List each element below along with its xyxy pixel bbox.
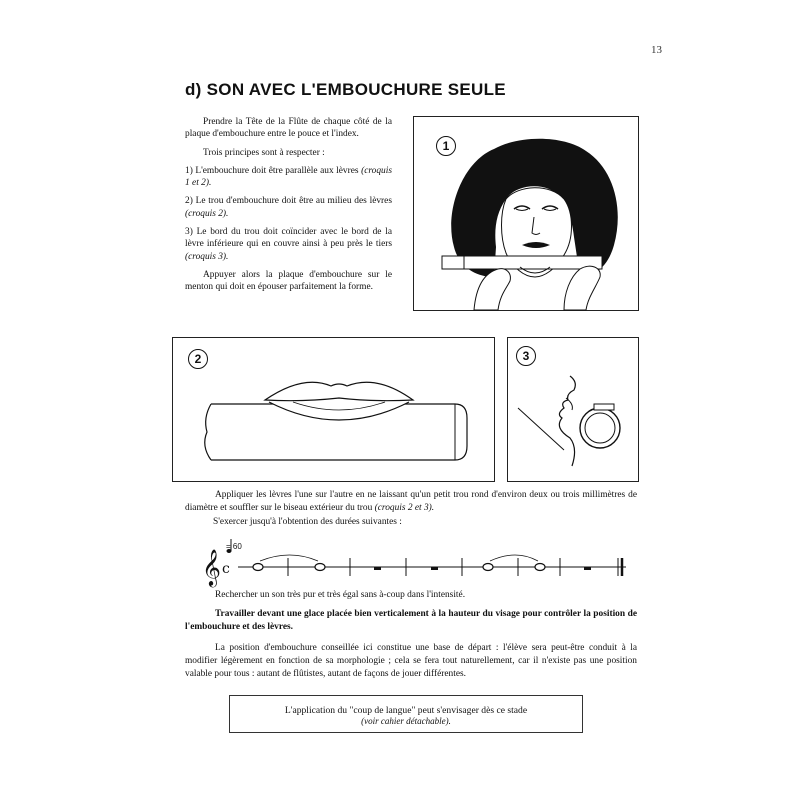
figure-2-box [172,337,495,482]
note-line-2: (voir cahier détachable). [361,716,451,726]
intro-closing: Appuyer alors la plaque d'embouchure sur le menton qui doit en épouser parfaitement la forme. [185,269,392,293]
figure-3-box [507,337,639,482]
principle-1: 1) L'embouchure doit être parallèle aux lèvres (croquis 1 et 2). [185,165,392,189]
principle-2: 2) Le trou d'embouchure doit être au milieu des lèvres (croquis 2). [185,196,392,219]
position-explanation: La position d'embouchure conseillée ici constitue une base de départ : l'élève sera peut-être conduit à la modifier légèrement en fonction de sa morphologie ; cela se fera tout naturellement, car il n'existe pas une position valable pour tous : autant de flûtistes, autant de façons de jouer différentes. [185,643,637,679]
principles-heading: Trois principes sont à respecter : [203,147,325,158]
figure-1-box [413,116,639,311]
lips-instructions: Appliquer les lèvres l'une sur l'autre en ne laissant qu'un petit trou rond d'environ deux ou trois millimètres de diamètre et souffler sur le biseau extérieur du trou (croquis 2 et 3). [185,490,637,513]
figure-3-number: 3 [516,346,536,366]
svg-text:c: c [222,561,230,577]
face-illustration [414,117,638,310]
tonguing-note-box [229,695,583,733]
lips-on-flute-illustration [173,338,494,481]
sound-instruction: Rechercher un son très pur et très égal sans à-coup dans l'intensité. [215,590,466,600]
page-number: 13 [651,44,662,56]
intro-text [185,116,392,300]
note-line-1: L'application du "coup de langue" peut s'envisager dès ce stade [284,705,528,716]
mirror-instruction: Travailler devant une glace placée bien verticalement à la hauteur du visage pour contrôler la position de l'embouchure et des lèvres. [185,609,637,632]
svg-text:𝄞: 𝄞 [202,548,221,586]
profile-illustration [508,338,638,481]
figure-2-number: 2 [188,349,208,369]
section-title: d) SON AVEC L'EMBOUCHURE SEULE [185,80,506,99]
principle-3: 3) Le bord du trou doit coïncider avec le bord de la lèvre inférieure qui en couvre ainsi à peu près le tiers (croquis 3). [185,227,392,262]
exercise-intro: S'exercer jusqu'à l'obtention des durées suivantes : [213,517,402,527]
figure-1-number: 1 [436,136,456,156]
music-staff [200,545,630,585]
tempo-marking: = 60 [226,542,242,551]
intro-paragraph: Prendre la Tête de la Flûte de chaque côté de la plaque d'embouchure entre le pouce et l'index. [185,117,392,140]
